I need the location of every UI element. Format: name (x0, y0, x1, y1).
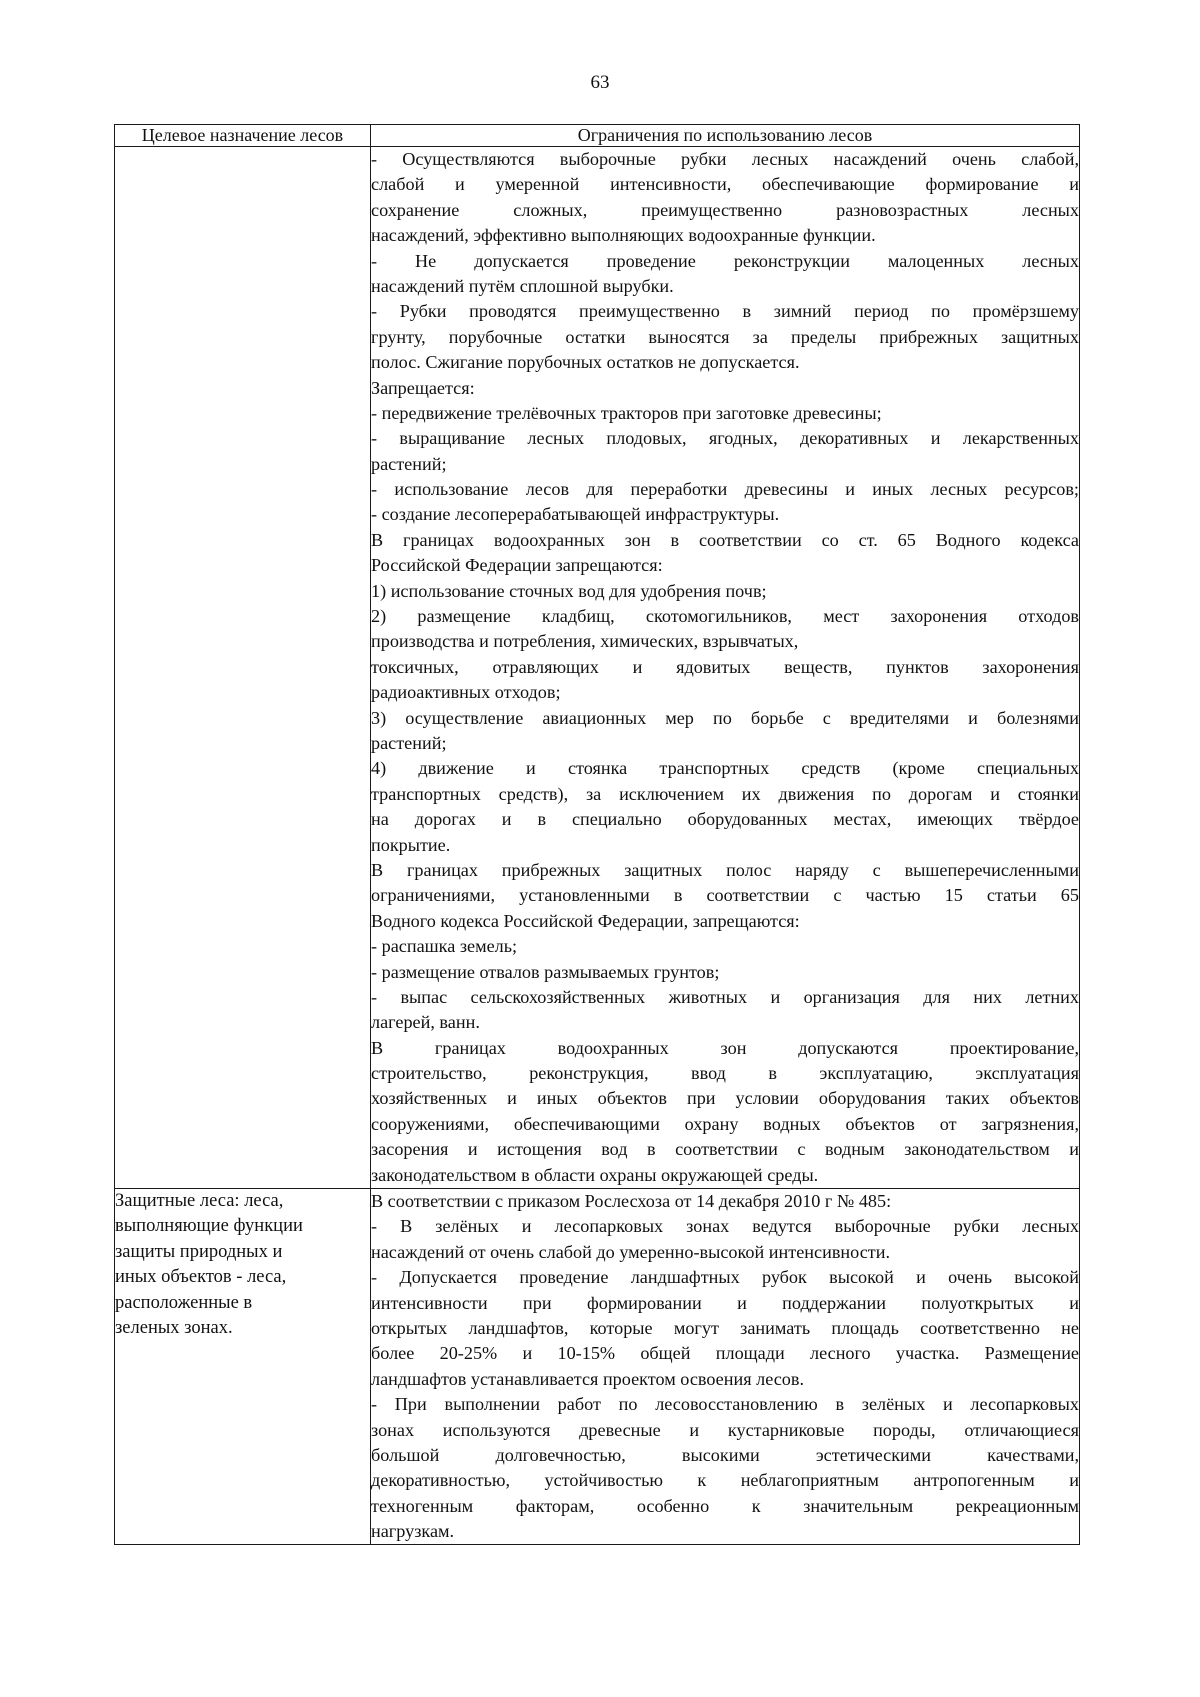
text-line: - Не допускается проведение реконструкции малоценных лесных (371, 250, 1079, 271)
text-line: ограничениями, установленными в соответствии с частью 15 статьи 65 (371, 885, 1079, 906)
text-line: - распашка земель; (371, 936, 518, 957)
text-line: ландшафтов устанавливается проектом освоения лесов. (371, 1368, 805, 1389)
text-line: засорения и истощения вод в соответствии с водным законодательством и (371, 1139, 1079, 1160)
text-line: насаждений путём сплошной вырубки. (371, 275, 674, 296)
text-line: - выращивание лесных плодовых, ягодных, декоративных и лекарственных (371, 428, 1079, 449)
text-line: законодательством в области охраны окружающей среды. (371, 1164, 819, 1185)
text-line: более 20-25% и 10-15% общей площади лесного участка. Размещение (371, 1343, 1079, 1364)
text-line: - Допускается проведение ландшафтных рубок высокой и очень высокой (371, 1267, 1079, 1288)
text-line: полос. Сжигание порубочных остатков не допускается. (371, 352, 800, 373)
text-line: декоративностью, устойчивостью к неблагоприятным антропогенным и (371, 1470, 1079, 1491)
header-restrictions: Ограничения по использованию лесов (371, 125, 1080, 147)
purpose-cell (115, 147, 371, 1189)
restrictions-cell (371, 1189, 1080, 1545)
table-row (115, 1189, 1080, 1545)
purpose-line: Защитные леса: леса, (115, 1191, 284, 1212)
text-line: Российской Федерации запрещаются: (371, 555, 663, 576)
text-line: - При выполнении работ по лесовосстановлению в зелёных и лесопарковых (371, 1394, 1079, 1415)
text-line: В границах водоохранных зон допускаются проектирование, (371, 1037, 1079, 1058)
text-line: строительство, реконструкция, ввод в эксплуатацию, эксплуатация (371, 1063, 1079, 1084)
text-line: открытых ландшафтов, которые могут занимать площадь соответственно не (371, 1317, 1079, 1338)
text-line: насаждений от очень слабой до умеренно-высокой интенсивности. (371, 1241, 890, 1262)
table-header-row (115, 125, 1080, 147)
text-line: техногенным факторам, особенно к значительным рекреационным (371, 1495, 1079, 1516)
text-line: интенсивности при формировании и поддержании полуоткрытых и (371, 1292, 1079, 1313)
text-line: слабой и умеренной интенсивности, обеспечивающие формирование и (371, 174, 1079, 195)
text-line: растений; (371, 453, 447, 474)
text-line: - Осуществляются выборочные рубки лесных насаждений очень слабой, (371, 149, 1079, 169)
page-number: 63 (590, 72, 610, 93)
text-line: - размещение отвалов размываемых грунтов; (371, 961, 720, 982)
forest-restrictions-table (114, 124, 1080, 1545)
text-line: В границах прибрежных защитных полос наряду с вышеперечисленными (371, 859, 1079, 880)
purpose-line: иных объектов - леса, (115, 1267, 287, 1288)
text-line: лагерей, ванн. (371, 1012, 480, 1033)
text-line: сооружениями, обеспечивающими охрану водных объектов от загрязнения, (371, 1113, 1079, 1134)
purpose-line: зеленых зонах. (115, 1317, 233, 1338)
purpose-line: выполняющие функции (115, 1216, 303, 1237)
text-line: производства и потребления, химических, взрывчатых, (371, 631, 799, 652)
text-line: - использование лесов для переработки древесины и иных лесных ресурсов; (371, 479, 1079, 500)
purpose-line: защиты природных и (115, 1241, 283, 1262)
text-line: Водного кодекса Российской Федерации, запрещаются: (371, 910, 800, 931)
text-line: транспортных средств), за исключением их движения по дорогам и стоянки (371, 783, 1079, 804)
text-line: грунту, порубочные остатки выносятся за пределы прибрежных защитных (371, 326, 1079, 347)
purpose-line: расположенные в (115, 1292, 253, 1313)
purpose-cell (115, 1189, 371, 1545)
text-line: 3) осуществление авиационных мер по борьбе с вредителями и болезнями (371, 707, 1079, 728)
text-line: В границах водоохранных зон в соответствии со ст. 65 Водного кодекса (371, 529, 1079, 550)
text-line: Запрещается: (371, 377, 475, 398)
text-line: хозяйственных и иных объектов при условии оборудования таких объектов (371, 1088, 1079, 1109)
text-line: растений; (371, 732, 447, 753)
text-line: сохранение сложных, преимущественно разновозрастных лесных (371, 199, 1079, 220)
text-line: - создание лесоперерабатывающей инфраструктуры. (371, 504, 780, 525)
text-line: большой долговечностью, высокими эстетическими качествами, (371, 1444, 1079, 1465)
text-line: В соответствии с приказом Рослесхоза от 14 декабря 2010 г № 485: (371, 1191, 892, 1212)
text-line: радиоактивных отходов; (371, 682, 561, 703)
text-line: токсичных, отравляющих и ядовитых веществ, пунктов захоронения (371, 656, 1079, 677)
text-line: - В зелёных и лесопарковых зонах ведутся выборочные рубки лесных (371, 1216, 1079, 1237)
restrictions-cell (371, 147, 1080, 1189)
table-row (115, 147, 1080, 1189)
text-line: на дорогах и в специально оборудованных местах, имеющих твёрдое (371, 809, 1079, 830)
text-line: нагрузкам. (371, 1521, 455, 1542)
text-line: 1) использование сточных вод для удобрения почв; (371, 580, 767, 601)
header-purpose: Целевое назначение лесов (115, 125, 371, 147)
text-line: насаждений, эффективно выполняющих водоохранные функции. (371, 225, 876, 246)
text-line: 4) движение и стоянка транспортных средств (кроме специальных (371, 758, 1079, 779)
text-line: - выпас сельскохозяйственных животных и организация для них летних (371, 986, 1079, 1007)
text-line: - передвижение трелёвочных тракторов при заготовке древесины; (371, 402, 882, 423)
text-line: зонах используются древесные и кустарниковые породы, отличающиеся (371, 1419, 1079, 1440)
text-line: покрытие. (371, 834, 451, 855)
text-line: 2) размещение кладбищ, скотомогильников, мест захоронения отходов (371, 606, 1079, 627)
text-line: - Рубки проводятся преимущественно в зимний период по промёрзшему (371, 301, 1079, 322)
